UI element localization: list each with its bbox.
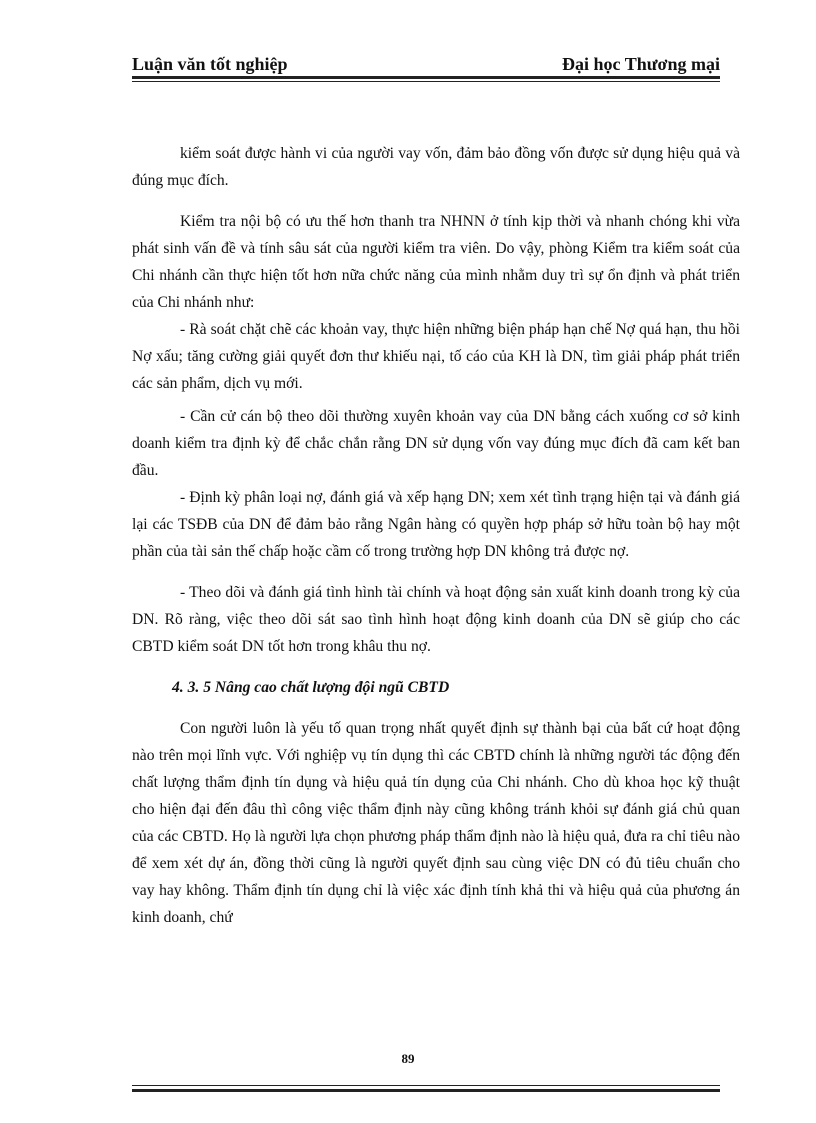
header-rule-thin bbox=[132, 81, 720, 82]
footer-rule-thin bbox=[132, 1085, 720, 1086]
header-rule-thick bbox=[132, 76, 720, 79]
paragraph-staff-quality: Con người luôn là yếu tố quan trọng nhất quyết định sự thành bại của bất cứ hoạt động nào trên mọi lĩnh vực. Với nghiệp vụ tín dụng thì các CBTD chính là những người tác động đến chất lượng thẩm định tín dụng và hiệu quả tín dụng của Chi nhánh. Cho dù khoa học kỹ thuật cho hiện đại đến đâu thì công việc thẩm định này cũng không tránh khỏi sự đánh giá chủ quan của các CBTD. Họ là người lựa chọn phương pháp thẩm định nào là hiệu quả, đưa ra chỉ tiêu nào để xem xét dự án, đồng thời cũng là người quyết định sau cùng việc DN có đủ tiêu chuẩn cho vay hay không. Thẩm định tín dụng chỉ là việc xác định tính khả thi và hiệu quả của phương án kinh doanh, chứ bbox=[132, 720, 740, 926]
header-university-name: Đại học Thương mại bbox=[562, 54, 720, 74]
page-number: 89 bbox=[401, 1051, 415, 1066]
page-header bbox=[132, 50, 720, 80]
footer-rule-thick bbox=[132, 1089, 720, 1092]
paragraph-bullet-classify-debt: - Định kỳ phân loại nợ, đánh giá và xếp hạng DN; xem xét tình trạng hiện tại và đánh giá lại các TSĐB của DN để đảm bảo rằng Ngân hàng có quyền hợp pháp sở hữu toàn bộ hay một phần của tài sản thế chấp hoặc cầm cố trong trường hợp DN không trả được nợ. bbox=[132, 489, 740, 560]
header-thesis-title: Luận văn tốt nghiệp bbox=[132, 54, 288, 74]
paragraph-bullet-financial-monitoring: - Theo dõi và đánh giá tình hình tài chính và hoạt động sản xuất kinh doanh trong kỳ của DN. Rõ ràng, việc theo dõi sát sao tình hình hoạt động kinh doanh của DN sẽ giúp cho các CBTD kiểm soát DN tốt hơn trong khâu thu nợ. bbox=[132, 584, 740, 655]
paragraph-bullet-monitor-loans: - Cần cử cán bộ theo dõi thường xuyên khoản vay của DN bằng cách xuống cơ sở kinh doanh kiểm tra định kỳ để chắc chắn rằng DN sử dụng vốn vay đúng mục đích đã cam kết ban đầu. bbox=[132, 408, 740, 479]
paragraph-bullet-review-loans: - Rà soát chặt chẽ các khoản vay, thực hiện những biện pháp hạn chế Nợ quá hạn, thu hồi Nợ xấu; tăng cường giải quyết đơn thư khiếu nại, tố cáo của KH là DN, tìm giải pháp phát triển các sản phẩm, dịch vụ mới. bbox=[132, 321, 740, 392]
page-body bbox=[132, 140, 740, 931]
paragraph-continuation: kiểm soát được hành vi của người vay vốn, đảm bảo đồng vốn được sử dụng hiệu quả và đúng mục đích. bbox=[132, 145, 740, 189]
section-heading: 4. 3. 5 Nâng cao chất lượng đội ngũ CBTD bbox=[172, 679, 450, 696]
paragraph-internal-audit: Kiểm tra nội bộ có ưu thế hơn thanh tra NHNN ở tính kịp thời và nhanh chóng khi vừa phát sinh vấn đề và tính sâu sát của người kiểm tra viên. Do vậy, phòng Kiểm tra kiểm soát của Chi nhánh cần thực hiện tốt hơn nữa chức năng của mình nhằm duy trì sự ổn định và phát triển của Chi nhánh như: bbox=[132, 213, 740, 311]
